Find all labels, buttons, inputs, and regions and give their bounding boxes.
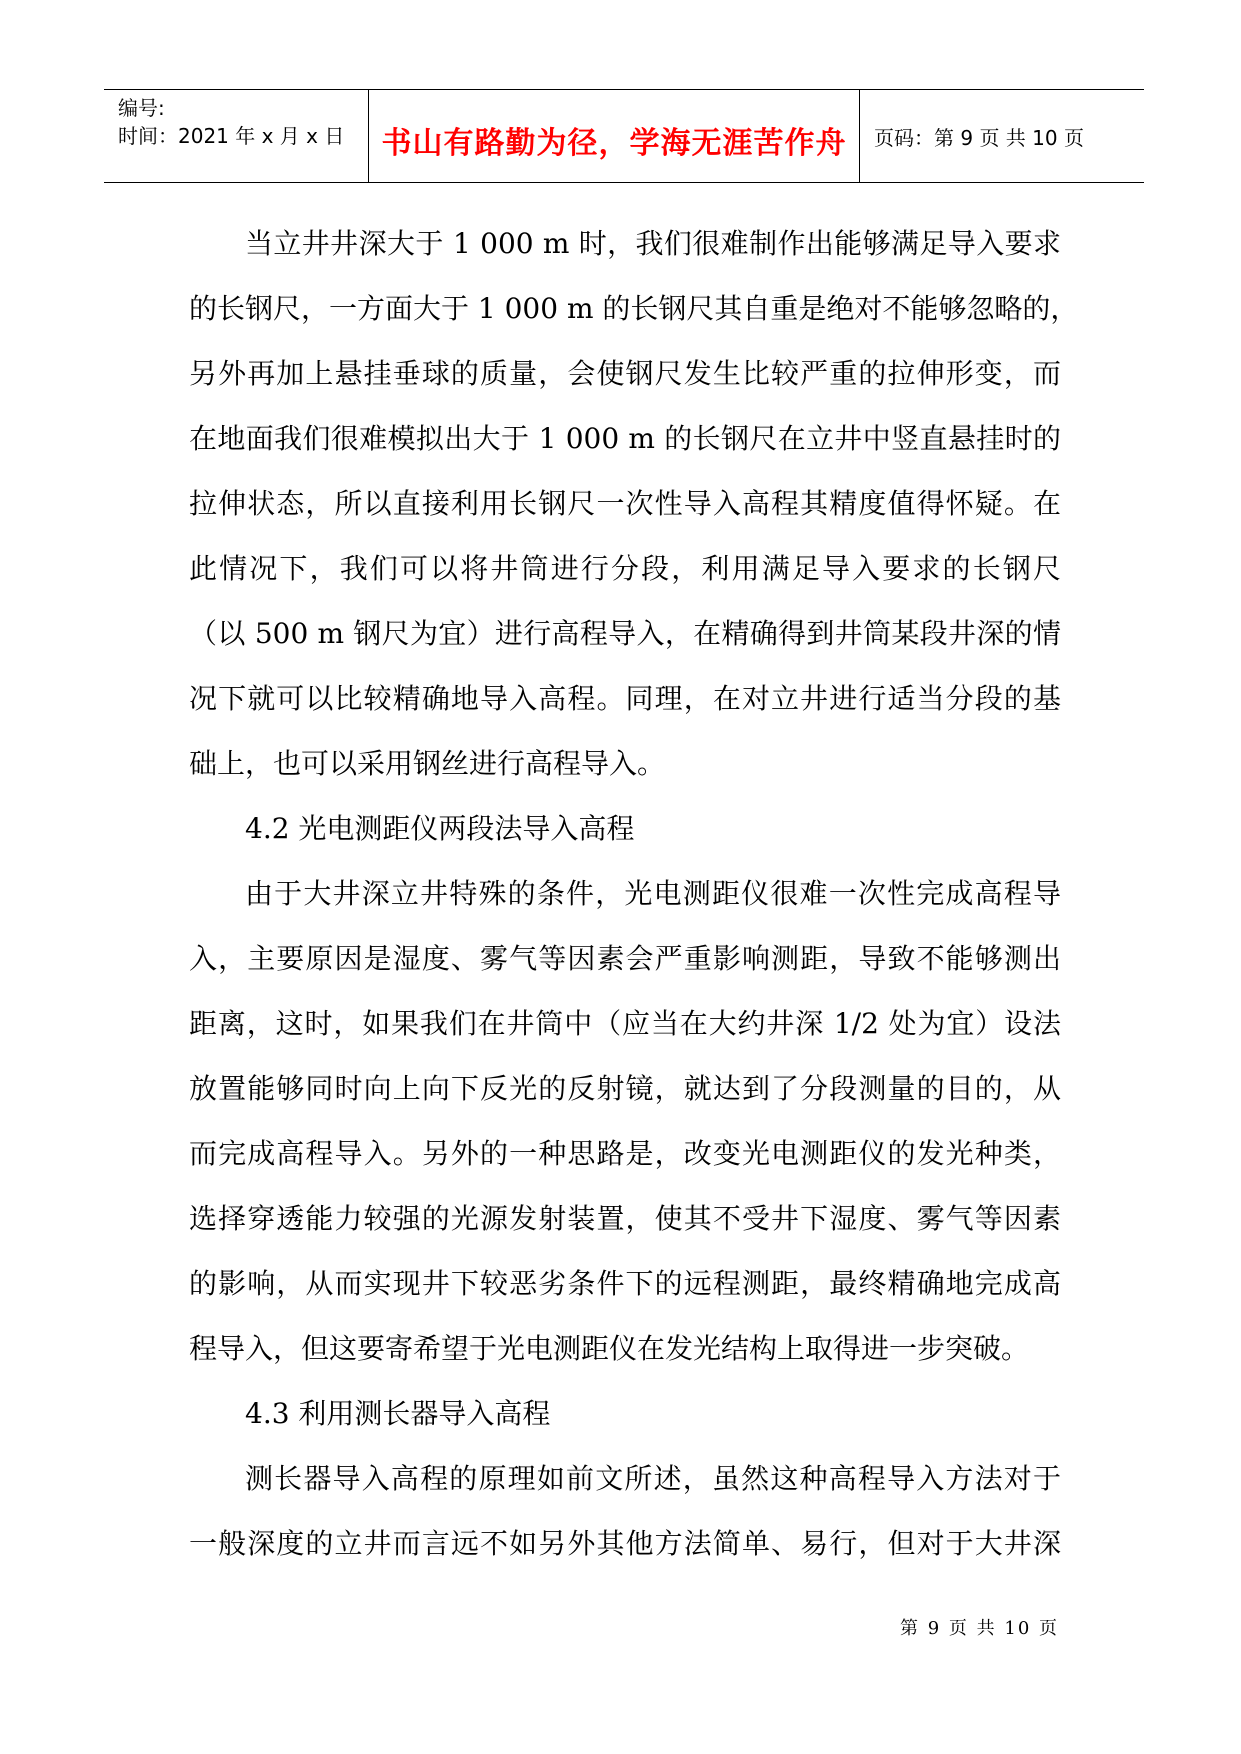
text-line: 选择穿透能力较强的光源发射装置，使其不受井下湿度、雾气等因素 [189, 1202, 1061, 1235]
text-line: 当立井井深大于 1 000 m 时，我们很难制作出能够满足导入要求 [245, 227, 1061, 260]
header-left-cell [104, 90, 368, 182]
text-line: 一般深度的立井而言远不如另外其他方法简单、易行，但对于大井深 [189, 1527, 1061, 1560]
text-line: 由于大井深立井特殊的条件，光电测距仪很难一次性完成高程导 [245, 877, 1061, 910]
text-line: 入，主要原因是湿度、雾气等因素会严重影响测距，导致不能够测出 [189, 942, 1061, 975]
text-line: （以 500 m 钢尺为宜）进行高程导入，在精确得到井筒某段井深的情 [189, 617, 1061, 650]
page-footer: 第 9 页 共 10 页 [900, 1618, 1059, 1639]
text-line: 4.3 利用测长器导入高程 [245, 1397, 551, 1430]
text-line: 础上，也可以采用钢丝进行高程导入。 [189, 747, 666, 780]
text-line: 的影响，从而实现井下较恶劣条件下的远程测距，最终精确地完成高 [189, 1267, 1061, 1300]
time-label: 时间：2021 年 x 月 x 日 [118, 124, 345, 148]
text-line: 况下就可以比较精确地导入高程。同理，在对立井进行适当分段的基 [189, 682, 1061, 715]
text-line: 距离，这时，如果我们在井筒中（应当在大约井深 1/2 处为宜）设法 [189, 1007, 1061, 1040]
text-line: 而完成高程导入。另外的一种思路是，改变光电测距仪的发光种类， [189, 1137, 1061, 1170]
text-line: 的长钢尺，一方面大于 1 000 m 的长钢尺其自重是绝对不能够忽略的， [189, 292, 1079, 325]
text-line: 另外再加上悬挂垂球的质量，会使钢尺发生比较严重的拉伸形变，而 [189, 357, 1061, 390]
header-page-info: 页码：第 9 页 共 10 页 [874, 126, 1084, 150]
header-motto-cell [368, 90, 860, 182]
text-line: 此情况下，我们可以将井筒进行分段，利用满足导入要求的长钢尺 [189, 552, 1061, 585]
text-line: 程导入，但这要寄希望于光电测距仪在发光结构上取得进一步突破。 [189, 1332, 1030, 1365]
text-line: 4.2 光电测距仪两段法导入高程 [245, 812, 635, 845]
motto: 书山有路勤为径，学海无涯苦作舟 [381, 126, 847, 161]
text-line: 测长器导入高程的原理如前文所述，虽然这种高程导入方法对于 [245, 1462, 1061, 1495]
document-body [189, 224, 1079, 1589]
text-line: 在地面我们很难模拟出大于 1 000 m 的长钢尺在立井中竖直悬挂时的 [189, 422, 1061, 455]
header-right-cell [860, 90, 1144, 182]
text-line: 放置能够同时向上向下反光的反射镜，就达到了分段测量的目的，从 [189, 1072, 1061, 1105]
number-label: 编号: [118, 96, 165, 120]
page-header [104, 89, 1144, 183]
text-line: 拉伸状态，所以直接利用长钢尺一次性导入高程其精度值得怀疑。在 [189, 487, 1061, 520]
